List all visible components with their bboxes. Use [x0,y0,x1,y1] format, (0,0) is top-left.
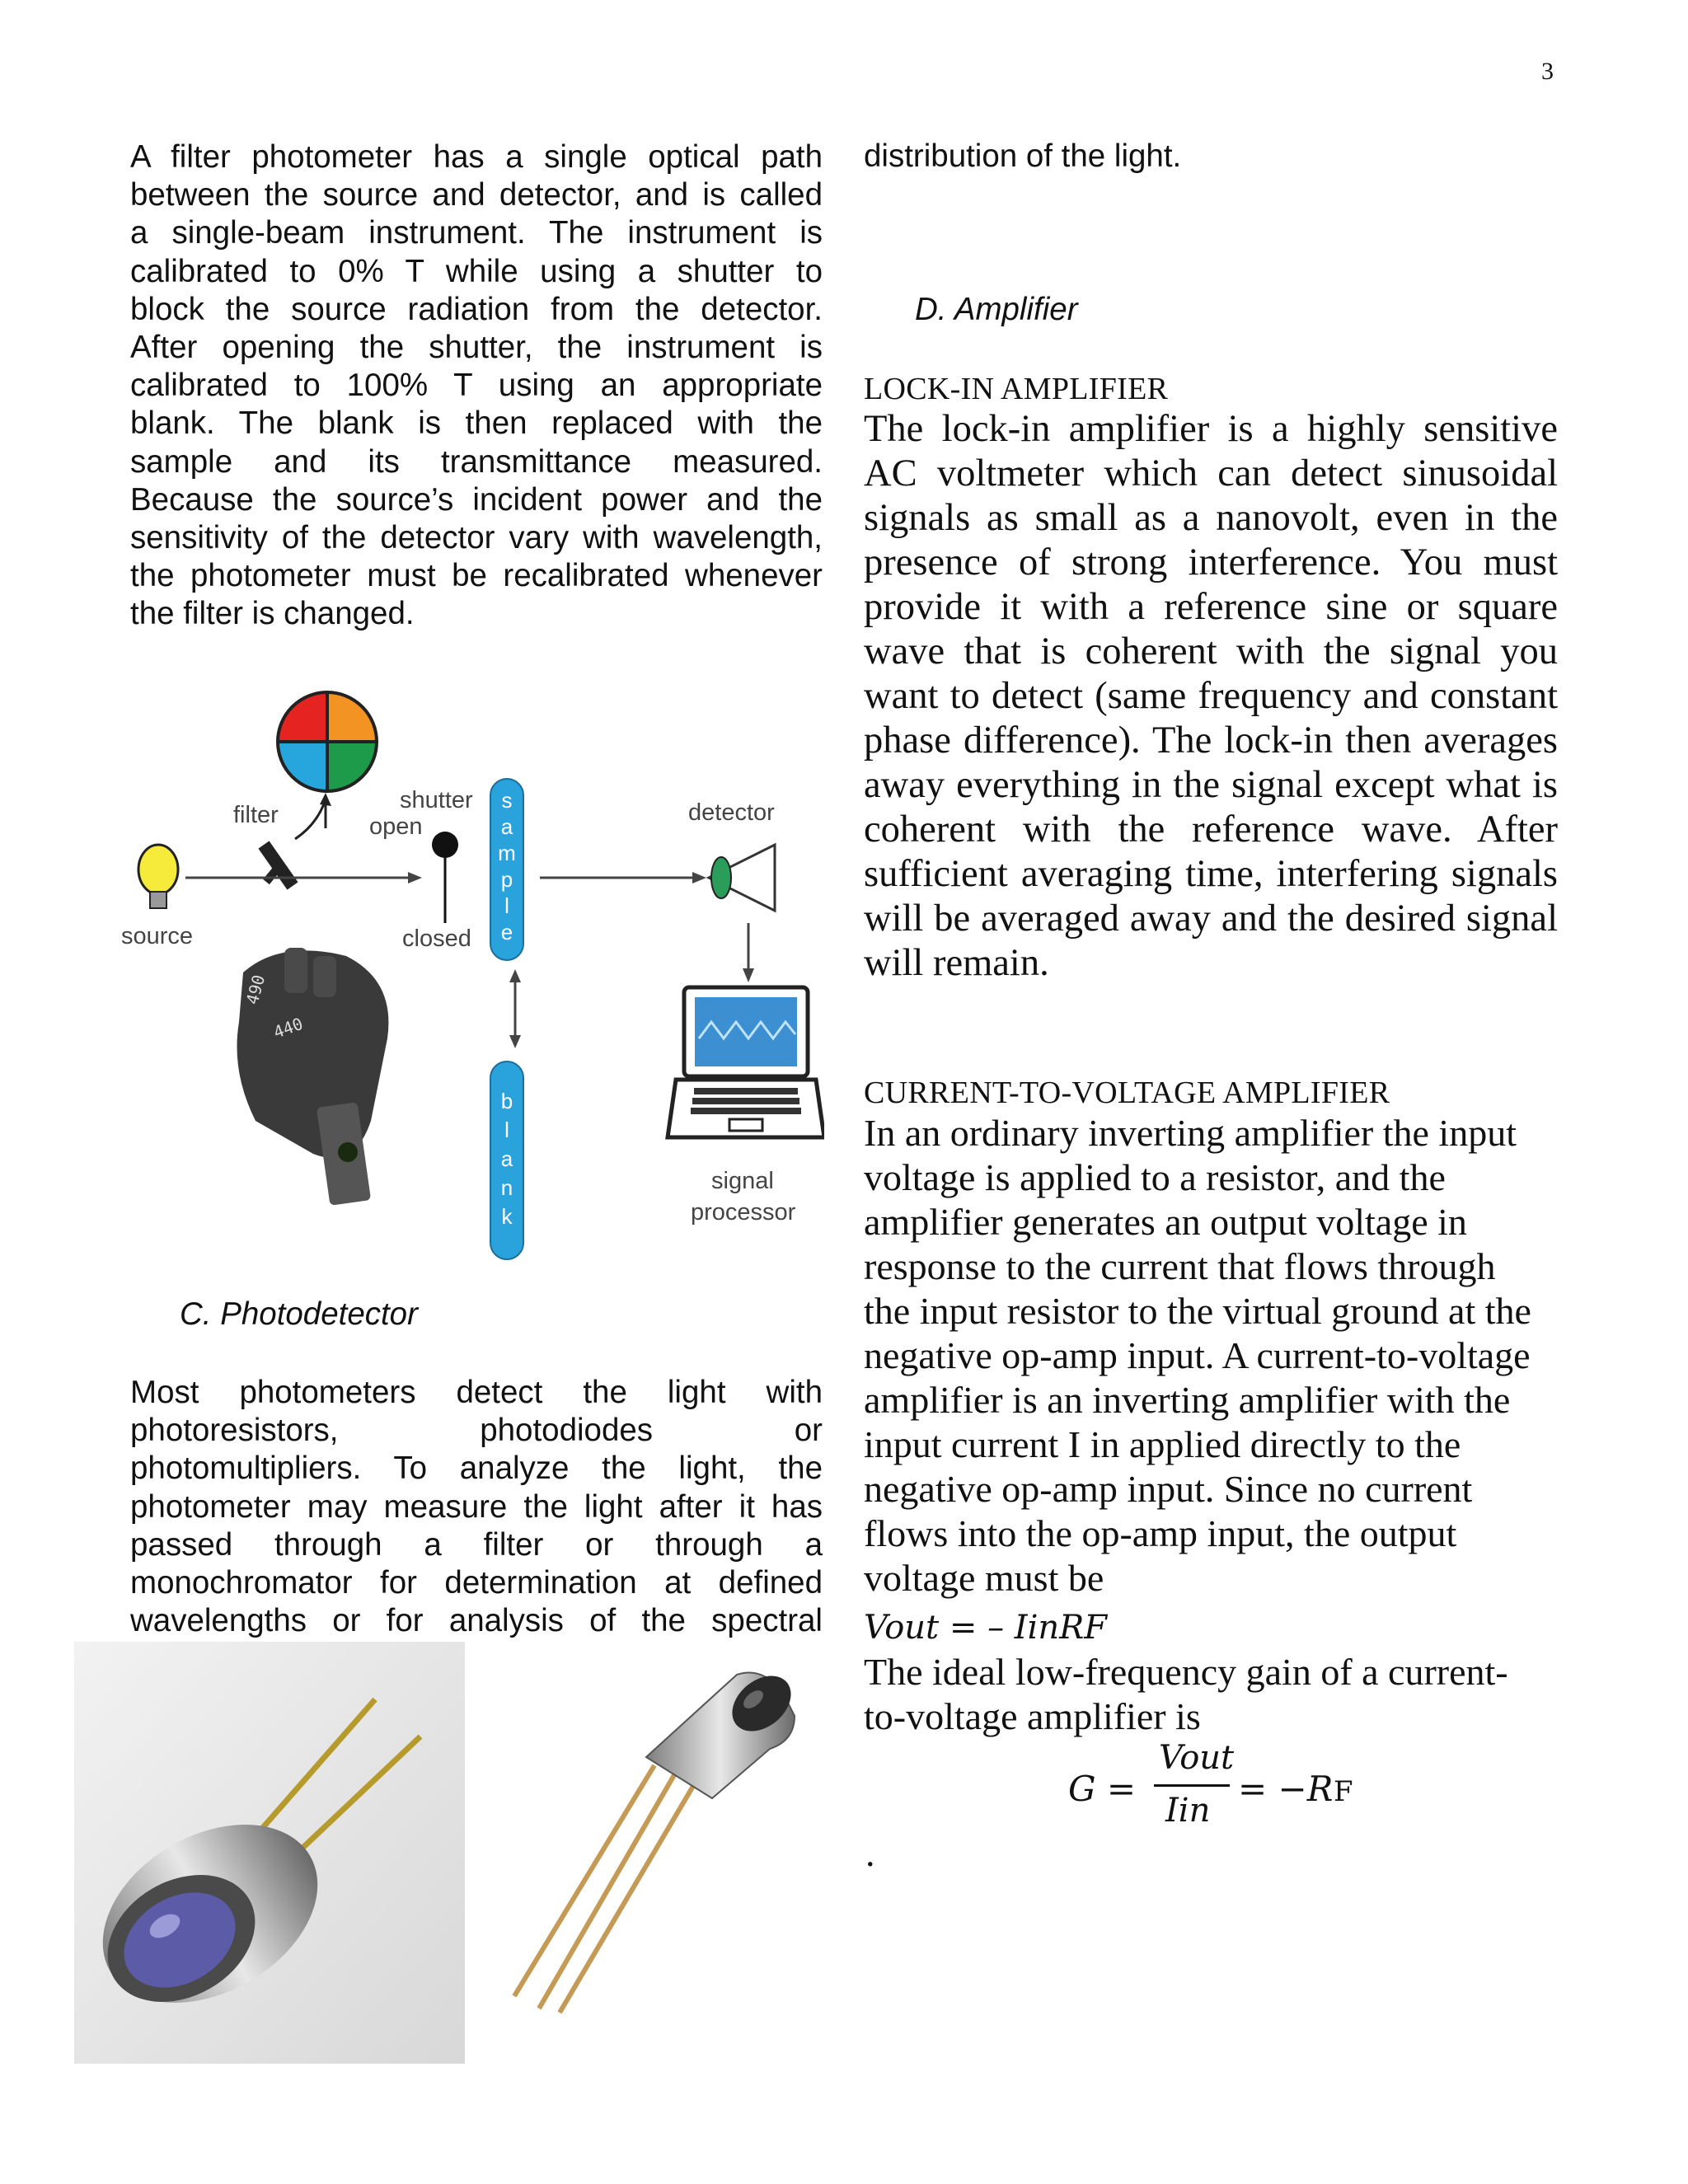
eq2-numerator: Vout [1159,1739,1235,1777]
eq2-rhs: = −R [1238,1769,1334,1809]
sample-letter: l [504,893,509,918]
text-line: amplifier generates an output voltage in [864,1201,1467,1243]
color-filter-wheel [278,692,377,791]
text-line: between the source and detector, and is called [130,177,823,213]
text-line: will remain. [864,942,1049,984]
text-line: to-voltage amplifier is [864,1695,1201,1737]
text-line: negative op-amp input. Since no current [864,1468,1473,1510]
text-line: sample and its transmittance measured. [130,443,823,480]
text-line: calibrated to 100% T using an appropriate [130,368,823,404]
text-line: wave that is coherent with the signal you [864,630,1558,673]
label-source: source [121,923,194,949]
label-processor: processor [691,1199,796,1226]
text-line: photoresistors, photodiodes or [130,1413,823,1449]
text-line: voltage must be [864,1557,1104,1599]
blank-letter: n [500,1175,513,1200]
text-line: flows into the op-amp input, the output [864,1512,1457,1554]
text-line: the photometer must be recalibrated whenever [130,558,823,594]
sample-letter: p [500,867,513,892]
text-line: phase difference). The lock-in then averages [864,719,1558,762]
text-line: signals as small as a nanovolt, even in the [864,497,1558,539]
blank-label [501,1089,513,1229]
continuation-text: distribution of the light. [864,138,1182,174]
text-line: amplifier is an inverting amplifier with the [864,1379,1511,1421]
text-line: voltage is applied to a resistor, and the [864,1156,1446,1198]
filter-photometer-diagram [107,676,824,1269]
gain-paragraph [864,1650,1508,1739]
text-line: After opening the shutter, the instrument is [130,330,823,366]
text-line: blank. The blank is then replaced with the [130,405,823,442]
ctv-heading: CURRENT-TO-VOLTAGE AMPLIFIER [864,1076,1390,1110]
text-line: The ideal low-frequency gain of a current- [864,1651,1508,1693]
text-line: wavelengths or for analysis of the spectral [130,1603,823,1639]
label-detector: detector [688,799,775,826]
blank-letter: b [500,1089,513,1113]
label-open: open [369,813,423,840]
blank-letter: k [501,1204,513,1229]
lockin-paragraph [864,407,1558,986]
equation-vout: Vout = – IinRF [864,1609,1108,1647]
sample-letter: m [498,841,516,865]
text-line: photomultipliers. To analyze the light, the [130,1451,823,1487]
text-line: the filter is changed. [130,596,415,632]
text-line: sensitivity of the detector vary with wavelength, [130,520,823,556]
page-number: 3 [1541,58,1554,85]
eq2-rhs-sub: F [1334,1775,1353,1808]
text-line: negative op-amp input. A current-to-voltage [864,1334,1531,1376]
lockin-heading: LOCK-IN AMPLIFIER [864,372,1169,406]
text-line: A filter photometer has a single optical path [130,139,823,175]
text-line: response to the current that flows through [864,1245,1496,1287]
text-line: photometer may measure the light after it has [130,1488,823,1525]
label-closed: closed [402,926,471,952]
section-d-heading: D. Amplifier [915,292,1078,327]
text-line: a single-beam instrument. The instrument is [130,215,823,251]
label-shutter: shutter [400,787,473,813]
svg-text:440: 440 [270,1013,306,1043]
eq2-denominator: Iin [1165,1792,1211,1830]
sample-letter: s [501,788,513,813]
photodiode-photo-right [465,1642,828,2064]
text-line: calibrated to 0% T while using a shutter to [130,253,823,289]
text-line: In an ordinary inverting amplifier the input [864,1112,1517,1154]
blank-letter: l [504,1118,509,1142]
sample-letter: a [500,814,513,839]
text-line: monochromator for determination at defined [130,1565,823,1601]
trailing-dot: . [865,1832,875,1874]
text-line: The lock-in amplifier is a highly sensitive [864,408,1558,450]
photodiode-photo-left [74,1642,465,2064]
laptop-icon [668,987,824,1137]
text-line: AC voltmeter which can detect sinusoidal [864,452,1558,494]
text-line: input current I in applied directly to the [864,1423,1461,1465]
svg-text:490: 490 [241,972,270,1007]
text-line: Most photometers detect the light with [130,1375,823,1410]
left-paragraph-2 [130,1374,823,1640]
text-line: want to detect (same frequency and constant [864,675,1558,717]
eq2-lhs: G = [1068,1769,1137,1809]
text-line: Because the source’s incident power and the [130,481,823,518]
text-line: block the source radiation from the detector. [130,291,823,327]
section-c-heading: C. Photodetector [180,1296,418,1332]
text-line: passed through a filter or through a [130,1526,823,1563]
text-line: will be averaged away and the desired signal [864,898,1558,940]
left-paragraph-1 [130,138,823,634]
text-line: coherent with the reference wave. After [864,808,1558,851]
equation-gain [1068,1739,1398,1838]
label-signal: signal [711,1168,774,1194]
ctv-paragraph [864,1111,1559,1601]
text-line: sufficient averaging time, interfering signals [864,853,1558,895]
text-line: the input resistor to the virtual ground at the [864,1290,1531,1332]
fraction-bar [1154,1784,1230,1787]
text-line: provide it with a reference sine or square [864,586,1558,628]
blank-letter: a [500,1146,513,1171]
sample-letter: e [500,920,513,944]
text-line: presence of strong interference. You must [864,541,1558,583]
text-line: away everything in the signal except what is [864,764,1558,806]
label-filter: filter [233,802,279,828]
